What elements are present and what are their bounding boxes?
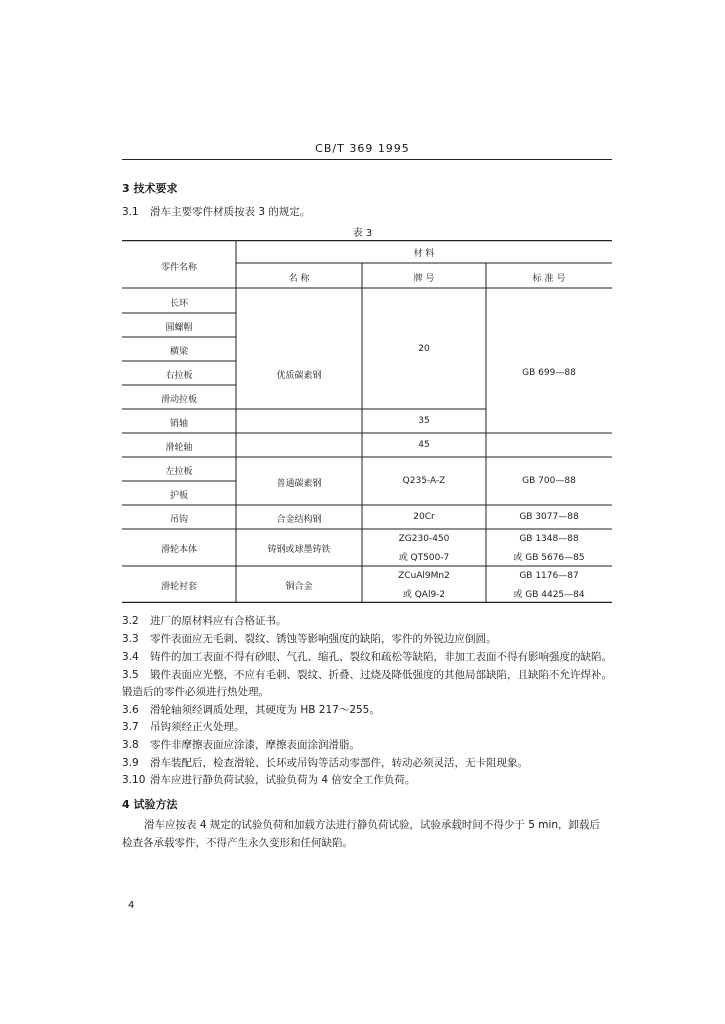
grade-qt500: 或 QT500-7 [398,553,450,563]
grade-20: 20 [418,344,430,354]
grade-q235: Q235-A-Z [402,476,446,486]
standard-gb4425: 或 GB 4425—84 [513,590,585,600]
item-3-6 [122,703,380,717]
item-number: 3.3 [122,633,139,645]
item-text: 锻造后的零件必须进行热处理。 [122,686,269,698]
grade-zg230: ZG230-450 [398,534,450,544]
grade-qal: 或 QAl9-2 [402,590,446,600]
part-name: 左拉板 [165,467,193,477]
item-text: 吊钩须经正火处理。 [150,721,245,733]
item-text: 滑车应进行静负荷试验，试验负荷为 4 倍安全工作负荷。 [150,774,416,786]
item-number: 3.9 [122,757,139,769]
standard-header: CB/T 369 1995 [315,142,410,155]
page-number: 4 [128,900,135,911]
part-name: 滑轮本体 [160,545,197,555]
item-text: 铸件的加工表面不得有砂眼、气孔、缩孔、裂纹和疏松等缺陷，非加工表面不得有影响强度的缺陷。 [150,651,612,663]
standard-gb1348: GB 1348—88 [519,534,579,544]
grade-35: 35 [418,416,430,426]
grade-zcual: ZCuAl9Mn2 [398,571,450,581]
item-3-9 [122,756,528,770]
item-number: 3.5 [122,669,139,681]
item-text: 滑轮轴须经调质处理，其硬度为 HB 217～255。 [150,704,380,716]
item-3-7 [122,720,245,734]
part-name: 吊钩 [169,515,188,525]
part-name: 横梁 [169,347,188,357]
part-name: 滑动拉板 [160,395,197,405]
material-cast: 铸钢或球墨铸铁 [267,545,331,555]
item-text: 锻件表面应光整，不应有毛刺、裂纹、折叠、过烧及降低强度的其他局部缺陷，且缺陷不允许焊补。 [150,669,612,681]
material-quality-steel: 优质碳素钢 [276,371,322,381]
standard-gb700: GB 700—88 [522,476,576,486]
head-part-name: 零件名称 [160,263,197,273]
head-material: 材 料 [413,249,435,259]
part-name: 护板 [169,491,188,501]
item-3-5 [122,668,612,682]
standard-gb3077: GB 3077—88 [519,512,579,522]
item-3-8 [122,738,360,752]
part-name: 圆螺帽 [165,323,193,333]
head-material-name: 名 称 [288,274,310,284]
table-caption: 表 3 [352,228,373,239]
part-name: 滑轮轴 [165,443,193,453]
part-name: 滑轮衬套 [160,582,197,592]
item-3-3 [122,632,497,646]
standard-gb5676: 或 GB 5676—85 [513,553,585,563]
item-number: 3.6 [122,704,139,716]
material-carbon-steel: 普通碳素钢 [276,479,322,489]
item-3-1 [122,205,310,219]
material-table [122,240,612,603]
section-4-paragraph-line1: 滑车应按表 4 规定的试验负荷和加载方法进行静负荷试验，试验承载时间不得少于 5 min，卸载后 [144,819,601,831]
item-text: 零件表面应无毛刺、裂纹、锈蚀等影响强度的缺陷，零件的外锐边应倒圆。 [150,633,497,645]
item-text: 进厂的原材料应有合格证书。 [150,615,287,627]
material-alloy-steel: 合金结构钢 [276,515,322,525]
head-grade: 牌 号 [413,274,435,284]
item-3-2 [122,614,287,628]
item-3-4 [122,650,612,664]
material-copper: 铜合金 [285,582,313,592]
item-number: 3.2 [122,615,139,627]
header-rule [122,159,612,160]
item-3-5-continued [122,685,269,699]
part-name: 右拉板 [165,371,193,381]
standard-gb1176: GB 1176—87 [519,571,579,581]
item-number: 3.7 [122,721,139,733]
section-4-paragraph-line2: 检查各承载零件，不得产生永久变形和任何缺陷。 [122,837,353,849]
standard-gb699: GB 699—88 [522,368,576,378]
item-number: 3.1 [122,206,139,218]
item-3-10 [122,773,415,787]
grade-45: 45 [418,440,430,450]
part-name: 销轴 [169,419,188,429]
item-number: 3.8 [122,739,139,751]
section-3-title: 3 技术要求 [122,182,178,195]
item-text: 零件非摩擦表面应涂漆，摩擦表面涂润滑脂。 [150,739,360,751]
item-number: 3.4 [122,651,139,663]
item-text: 滑车装配后，检查滑轮、长环或吊钩等活动零部件，转动必须灵活，无卡阻现象。 [150,757,528,769]
item-text: 滑车主要零件材质按表 3 的规定。 [150,206,311,218]
grade-20cr: 20Cr [413,512,435,522]
head-standard: 标 准 号 [532,274,566,284]
item-number: 3.10 [122,774,146,786]
part-name: 长环 [169,299,188,309]
section-4-title: 4 试验方法 [122,798,178,811]
